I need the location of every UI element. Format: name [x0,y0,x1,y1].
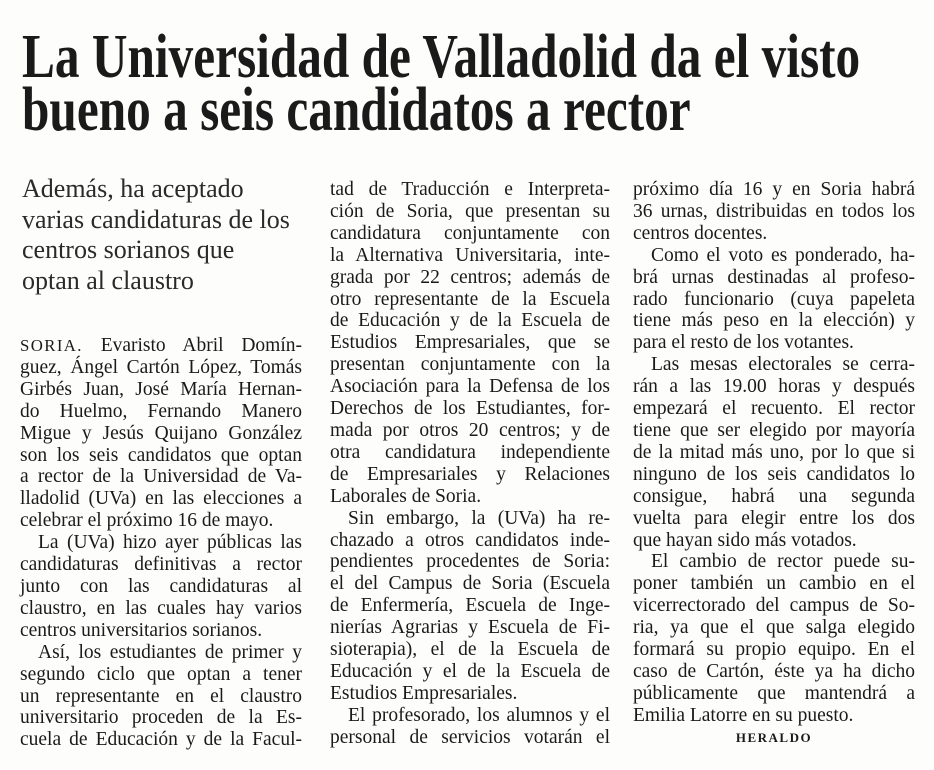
text-line [633,551,915,573]
article-column-3 [633,179,915,749]
deck-line: varias candidaturas de los [22,204,290,234]
deck [22,174,302,296]
text-line [20,510,302,532]
text-line [633,508,915,530]
line-text: mada por otros 20 centros; y de [330,419,610,441]
text-line [20,642,302,664]
text-line [20,335,302,357]
headline-line: La Universidad de Valladolid da el visto [22,23,861,91]
line-text: para el resto de los votantes. [633,332,854,354]
text-line [20,707,302,729]
text-line [20,445,302,467]
line-text: caso de Cartón, éste ya ha dicho [633,660,915,682]
text-line [633,595,915,617]
text-line [20,488,302,510]
text-line [330,289,610,311]
text-line [20,423,302,445]
line-text: el del Campus de Soria (Escuela [330,573,610,595]
text-line [330,683,610,705]
text-line [330,376,610,398]
line-text: guez, Ángel Cartón López, Tomás [20,356,302,378]
line-text: que hayan sido más votados. [633,529,857,551]
line-text: La (UVa) hizo ayer públicas las [38,532,302,554]
text-line [330,354,610,376]
line-text: sioterapia), el de la Escuela de [330,639,610,661]
text-line [20,554,302,576]
line-text: de Educación y de la Escuela de [330,310,610,332]
text-line [20,466,302,488]
text-line [330,201,610,223]
text-line [633,201,915,223]
line-text: lladolid (UVa) en las elecciones a [20,488,302,510]
deck-line: centros sorianos que [22,235,235,264]
line-text: ria, ya que el que salga elegido [633,617,915,639]
text-line [633,530,915,552]
paragraph [330,705,610,749]
text-line [633,289,915,311]
line-text: celebrar el próximo 16 de mayo. [20,510,274,532]
paragraph [633,245,915,355]
text-line [330,420,610,442]
text-line [633,310,915,332]
text-line [20,686,302,708]
text-line [330,179,610,201]
line-text: centros universitarios sorianos. [20,619,263,641]
text-line [633,332,915,354]
text-line [330,639,610,661]
text-line [330,245,610,267]
line-text: poner también un cambio en el [633,573,915,595]
line-text: junto con las candidaturas al [20,575,302,597]
byline: HERALDO [735,729,813,745]
text-line [330,310,610,332]
line-text: Así, los estudiantes de primer y [38,641,302,663]
text-line [20,664,302,686]
line-text: vuelta para elegir entre los dos [633,507,915,529]
line-text: do Huelmo, Fernando Manero [20,400,302,422]
line-text: un representante en el claustro [20,685,302,707]
deck-line: Además, ha aceptado [22,174,244,203]
line-text: pendientes procedentes de Soria: [330,551,610,573]
line-text: brá urnas destinadas al profeso- [633,266,915,288]
text-line [633,661,915,683]
line-text: Las mesas electorales se cerra- [651,354,915,376]
line-text: segundo ciclo que optan a tener [20,663,302,685]
text-line [20,379,302,401]
line-text: Estudios Empresariales, que se [330,332,610,354]
line-text: vicerrectorado del campus de So- [633,595,915,617]
line-text: Sin embargo, la (UVa) ha re- [348,507,610,529]
line-text: rado funcionario (cuya papeleta [633,288,915,310]
text-line [330,661,610,683]
line-text: presentan conjuntamente con la [330,354,610,376]
text-line [330,617,610,639]
text-line [633,617,915,639]
line-text: consigue, habrá una segunda [633,485,915,507]
text-line [330,442,610,464]
line-text: cuela de Educación y de la Facul- [20,729,302,751]
text-line [330,223,610,245]
text-line [633,179,915,201]
text-line [20,598,302,620]
text-line [20,401,302,423]
line-text: tiene que ser elegido por mayoría [633,419,915,441]
text-line [330,530,610,552]
paragraph [330,179,610,508]
text-line [633,354,915,376]
text-line [633,705,915,727]
column-body [330,179,610,749]
text-line [633,573,915,595]
line-text: Estudios Empresariales. [330,682,518,704]
text-line [633,683,915,705]
line-text: son los seis candidatos que optan [20,444,302,466]
paragraph [633,179,915,245]
text-line [633,420,915,442]
text-line [633,398,915,420]
line-text: ninguno de los seis candidatos lo [633,463,915,485]
line-text: otro representante de la Escuela [330,288,610,310]
paragraph [330,508,610,705]
text-line [330,727,610,749]
text-line [633,245,915,267]
line-text: de Empresariales y Relaciones [330,463,610,485]
line-text: Asociación para la Defensa de los [330,376,610,398]
line-text: chazado a otros candidatos inde- [330,529,610,551]
line-text: Educación y el de la Escuela de [330,660,610,682]
line-text: centros docentes. [633,222,768,244]
text-line [633,442,915,464]
article-column-2 [330,179,610,749]
headline [22,23,861,144]
text-line [330,486,610,508]
paragraph [633,551,915,726]
text-line [330,595,610,617]
line-text: candidaturas definitivas a rector [20,554,302,576]
line-text: próximo día 16 y en Soria habrá [633,179,915,200]
text-line [330,267,610,289]
line-text: grada por 22 centros; además de [330,266,610,288]
line-text: ción de Soria, que presentan su [330,200,610,222]
text-line [20,620,302,642]
line-text: tad de Traducción e Interpreta- [330,179,610,200]
text-line [20,357,302,379]
line-text: claustro, en las cuales hay varios [20,597,302,619]
line-text: a rector de la Universidad de Va- [20,466,302,488]
column-body [633,179,915,727]
line-text: Girbés Juan, José María Hernan- [20,378,302,400]
dateline: SORIA. [20,336,83,355]
line-text: El profesorado, los alumnos y el [348,704,610,726]
line-text: universitario proceden de la Es- [20,707,302,729]
text-line [20,729,302,751]
line-text: personal de servicios votarán el [330,726,610,748]
text-line [633,267,915,289]
paragraph [633,354,915,551]
line-text: la Alternativa Universitaria, inte- [330,244,610,266]
line-text: Emilia Latorre en su puesto. [633,704,854,726]
text-line [330,551,610,573]
line-text: Como el voto es ponderado, ha- [651,244,915,266]
text-line [330,332,610,354]
text-line [330,705,610,727]
text-line [633,639,915,661]
line-text: candidatura conjuntamente con [330,222,610,244]
line-text: otra candidatura independiente [330,441,610,463]
line-text: de la mitad más uno, por lo que si [633,441,915,463]
paragraph [20,642,302,752]
line-text: de Enfermería, Escuela de Inge- [330,595,610,617]
article-column-1 [20,335,302,751]
column-body [20,335,302,751]
paragraph [20,335,302,532]
deck-line: optan al claustro [22,265,194,295]
text-line [330,464,610,486]
text-line [20,576,302,598]
line-text: Migue y Jesús Quijano González [20,422,302,444]
line-text: Evaristo Abril Domín- [100,335,303,356]
text-line [633,223,915,245]
line-text: Laborales de Soria. [330,485,482,507]
line-text: formará su propio equipo. En el [633,639,915,661]
line-text: públicamente que mantendrá a [633,682,915,704]
text-line [633,376,915,398]
text-line [633,464,915,486]
line-text: tiene más peso en la elección) y [633,310,915,332]
line-text: El cambio de rector puede su- [651,551,915,573]
text-line [20,532,302,554]
line-text: Derechos de los Estudiantes, for- [330,398,610,420]
line-text: nierías Agrarias y Escuela de Fi- [330,617,610,639]
line-text: 36 urnas, distribuidas en todos los [633,200,915,222]
text-line [633,486,915,508]
text-line [330,508,610,530]
text-line [330,398,610,420]
paragraph [20,532,302,642]
text-line [330,573,610,595]
line-text: rán a las 19.00 horas y después [633,376,915,398]
headline-line: bueno a seis candidatos a rector [22,76,691,144]
line-text: empezará el recuento. El rector [633,398,915,420]
